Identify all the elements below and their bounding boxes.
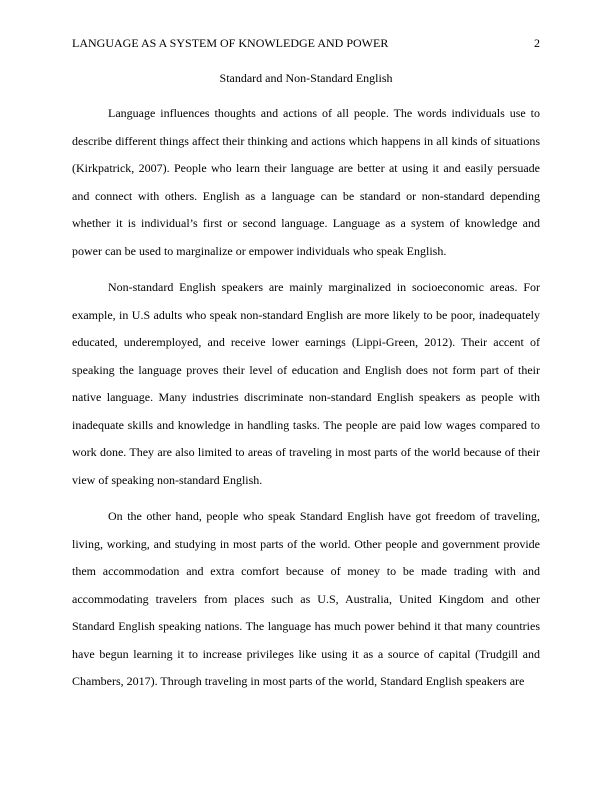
running-head: LANGUAGE AS A SYSTEM OF KNOWLEDGE AND POWER — [72, 36, 389, 50]
paragraph: Language influences thoughts and actions of all people. The words individuals use to describe different things affect their thinking and actions which happens in all kinds of situations (Kirkpatrick, 2007). People who learn their language are better at using it and easily persuade and connect with others. English as a language can be standard or non-standard depending whether it is individual’s first or second language. Language as a system of knowledge and power can be used to marginalize or empower individuals who speak English. — [72, 106, 540, 258]
page-number: 2 — [534, 36, 540, 50]
paragraph: On the other hand, people who speak Standard English have got freedom of traveling, living, working, and studying in most parts of the world. Other people and government provide them accommodation and extra comfort because of money to be made trading with and accommodating travelers from places such as U.S, Australia, United Kingdom and other Standard English speaking nations. The language has much power behind it that many countries have begun learning it to increase privileges like using it as a source of capital (Trudgill and Chambers, 2017). Through traveling in most parts of the world, Standard English speakers are — [72, 509, 540, 688]
body-text — [72, 100, 540, 696]
document-title: Standard and Non-Standard English — [219, 71, 393, 85]
paragraph: Non-standard English speakers are mainly marginalized in socioeconomic areas. For example, in U.S adults who speak non-standard English are more likely to be poor, inadequately educated, underemployed, and receive lower earnings (Lippi-Green, 2012). Their accent of speaking the language proves their level of education and English does not form part of their native language. Many industries discriminate non-standard English speakers as people with inadequate skills and knowledge in handling tasks. The people are paid low wages compared to work done. They are also limited to areas of traveling in most parts of the world because of their view of speaking non-standard English. — [72, 280, 540, 487]
